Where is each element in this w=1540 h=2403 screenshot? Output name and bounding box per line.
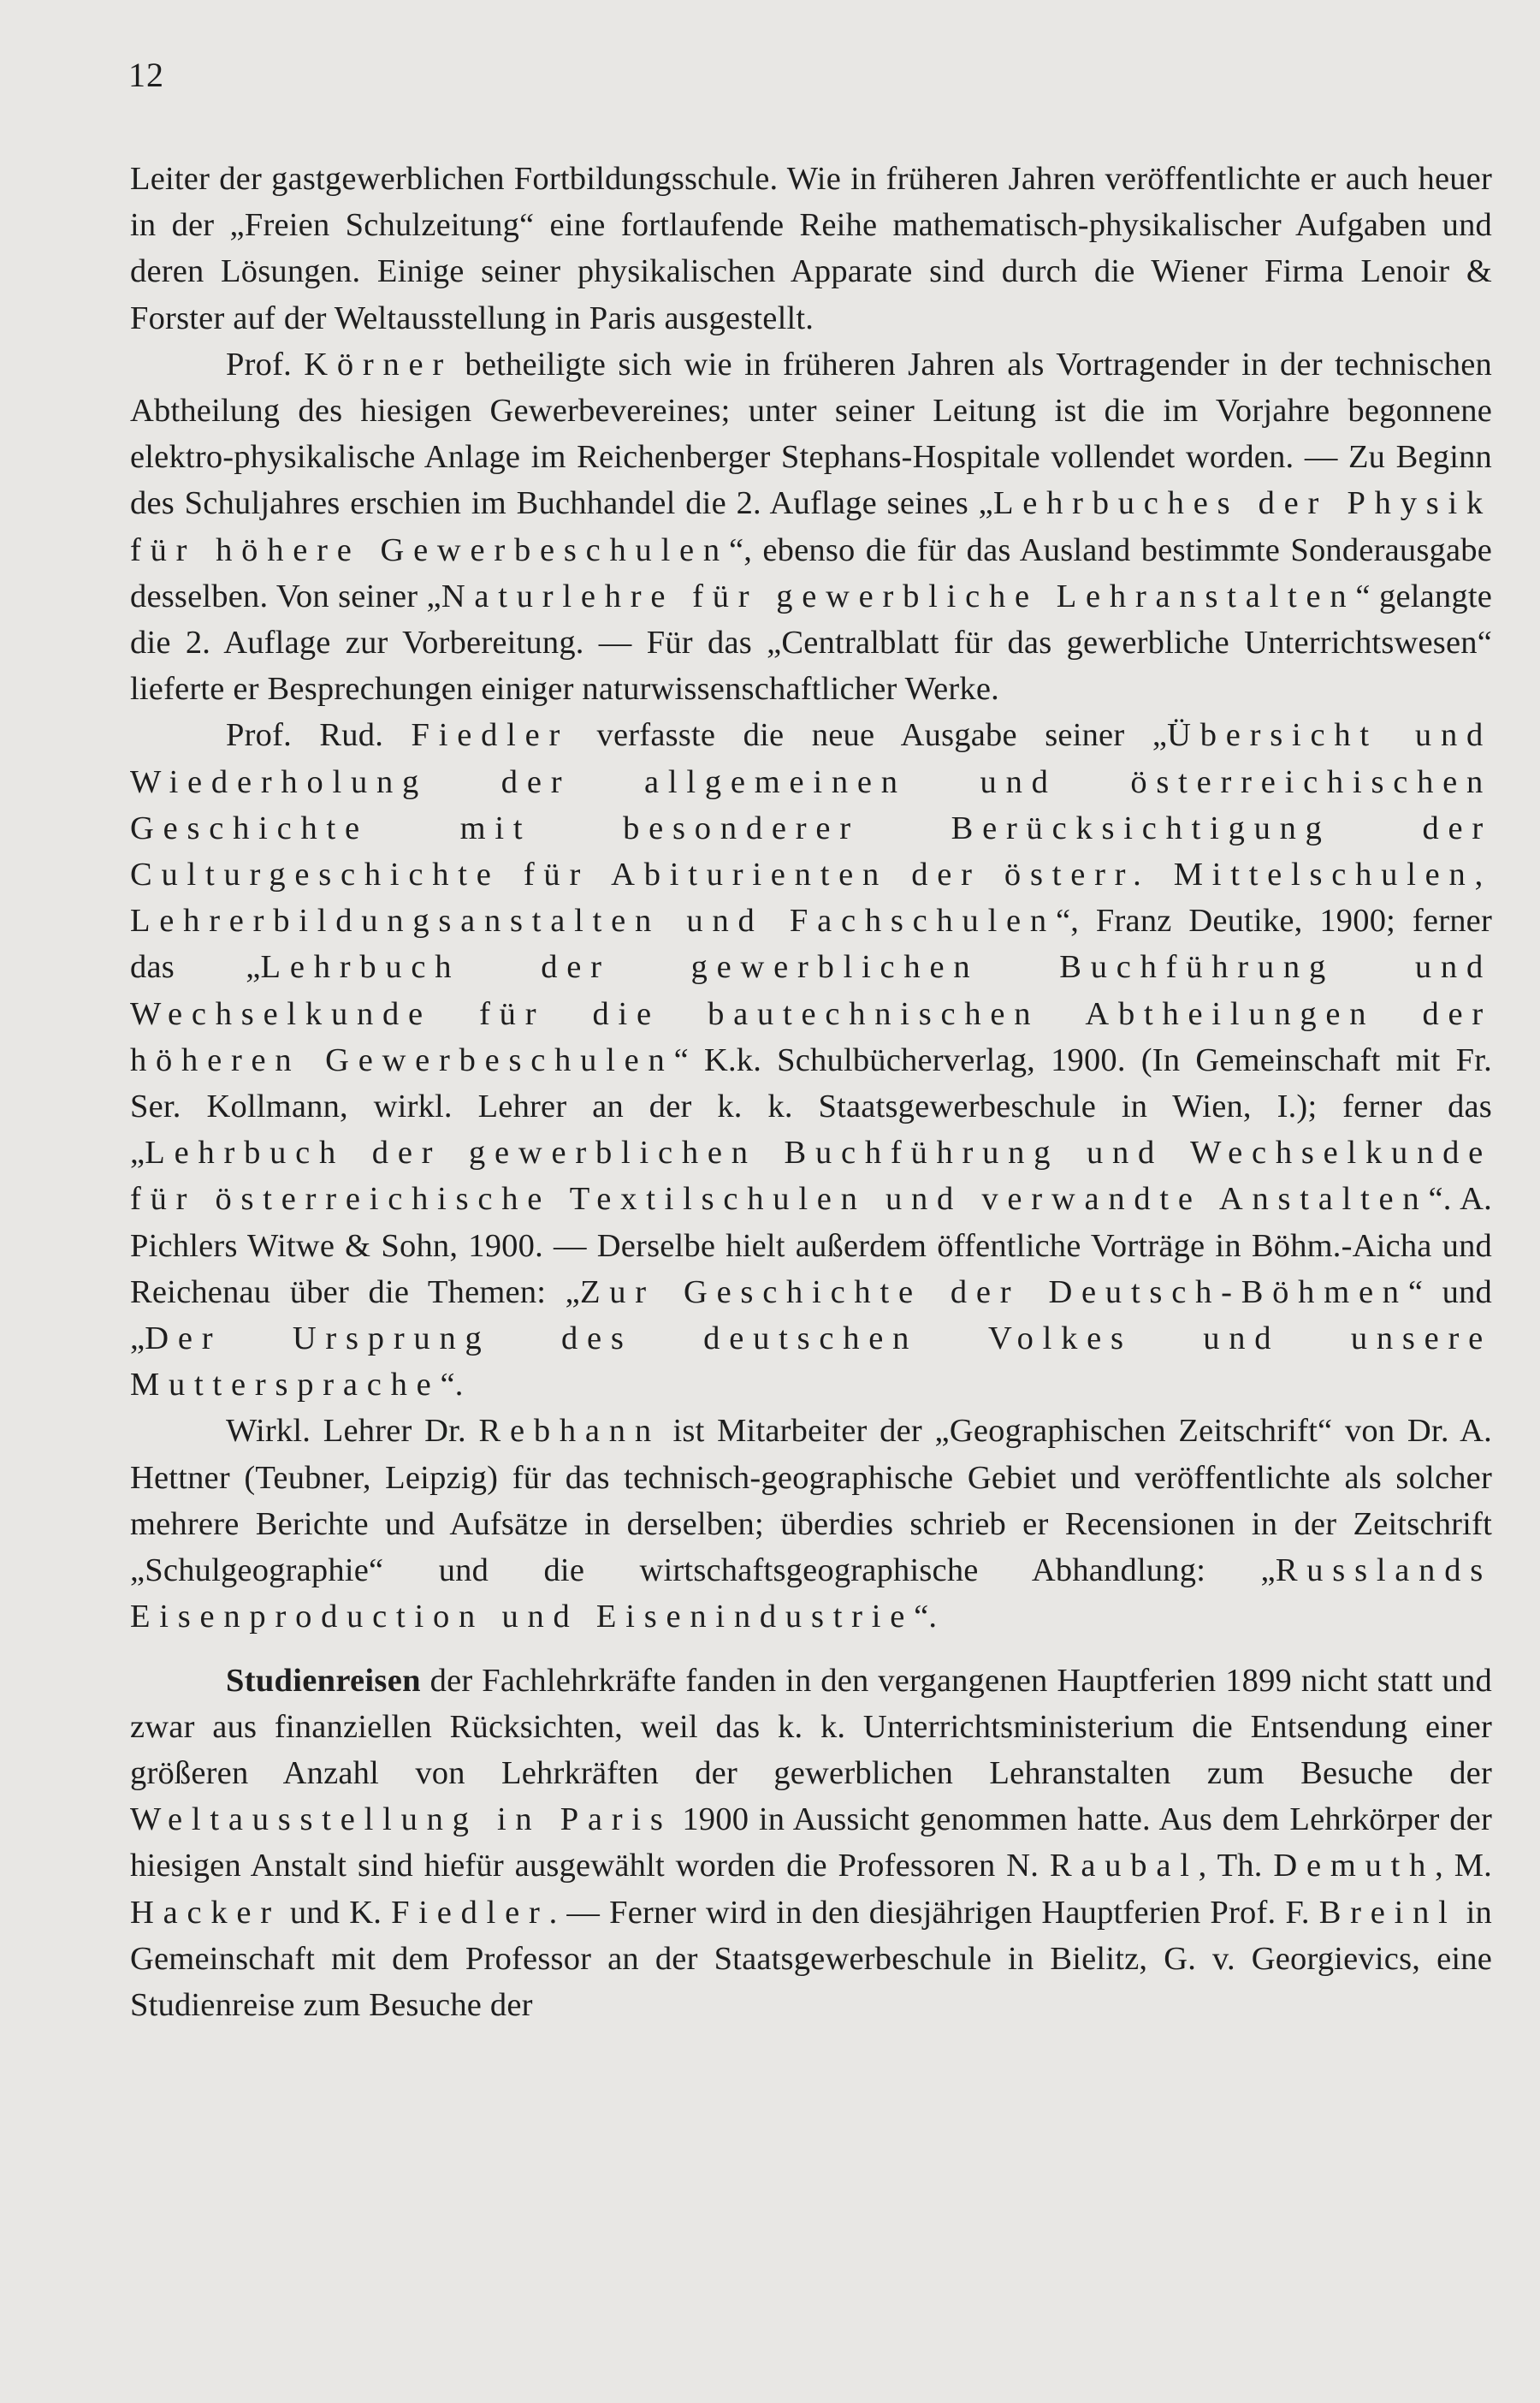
paragraph-text: verfasste die neue Ausgabe seiner „	[569, 717, 1168, 754]
paragraph-text: . — Ferner wird in den diesjährigen Hauptferien Prof. F.	[548, 1894, 1319, 1931]
section-heading-text: Studienreisen	[226, 1662, 421, 1699]
paragraph-text: Prof. Rud.	[226, 717, 412, 754]
paragraph-text: in Gemeinschaft mit dem Professor an der Staatsgewerbeschule in Bielitz, G. v. Georgievics, eine Studienreise zum Besuche der	[130, 1894, 1493, 2023]
paragraph-text: Leiter der gastgewerblichen Fortbildungsschule. Wie in früheren Jahren veröffentlichte er auch heuer in der „Freien Schulzeitung“ eine fortlaufende Reihe mathematisch-physikalischer Aufgaben und deren Lösungen. Einige seiner physikalischen Apparate sind durch die Wiener Firma Lenoir & Forster auf der Weltausstellung in Paris ausgestellt.	[130, 161, 1492, 336]
paragraph-p4	[130, 1408, 1492, 1640]
spaced-emphasis-text: Fiedler	[391, 1894, 549, 1931]
body-text	[130, 156, 1492, 2028]
paragraph-text: “ K.k. Schulbücherverlag, 1900. (In Gemeinschaft mit Fr. Ser. Kollmann, wirkl. Lehrer an der k. k. Staatsgewerbeschule in Wien, I.); ferner das „	[130, 1041, 1492, 1172]
spaced-emphasis-text: Körner	[304, 346, 453, 383]
paragraph-text: , Th.	[1198, 1848, 1274, 1884]
spaced-emphasis-text: Lehrbuches der Physik für höhere Gewerbeschulen	[130, 485, 1492, 568]
paragraph-text: Prof.	[226, 346, 305, 383]
paragraph-p2	[130, 341, 1492, 713]
paragraph-p1	[130, 156, 1492, 341]
paragraph-p3	[130, 712, 1492, 1408]
spaced-emphasis-text: Naturlehre für gewerbliche Lehranstalten	[441, 578, 1356, 614]
spaced-emphasis-text: Rebhann	[478, 1413, 660, 1450]
spaced-emphasis-text: Raubal	[1049, 1848, 1199, 1884]
spaced-emphasis-text: Fiedler	[411, 717, 570, 754]
paragraph-text: “. A. Pichlers Witwe & Sohn, 1900. — Derselbe hielt außerdem öffentliche Vorträge in Böhm.-Aicha und Reichenau über die Themen: „	[130, 1181, 1492, 1310]
paragraph-text: 1900 in Aussicht genommen hatte. Aus dem Lehrkörper der hiesigen Anstalt sind hiefür ausgewählt worden die Professoren N.	[130, 1801, 1492, 1884]
spaced-emphasis-text: Russlands Eisenproduction und Eisenindustrie	[130, 1552, 1492, 1635]
spaced-emphasis-text: Hacker	[130, 1894, 281, 1931]
paragraph-text: “.	[440, 1367, 464, 1403]
spaced-emphasis-text: Der Ursprung des deutschen Volkes und unsere Muttersprache	[130, 1320, 1492, 1403]
paragraph-text: betheiligte sich wie in früheren Jahren als Vortragender in der technischen Abtheilung des hiesigen Gewerbevereines; unter seiner Leitung ist die im Vorjahre begonnene elektro-physikalische Anlage im Reichenberger Stephans-Hospitale vollendet worden. — Zu Beginn des Schuljahres erschien im Buchhandel die 2. Auflage seines „	[130, 346, 1492, 522]
paragraph-text: “, Franz Deutike, 1900; ferner das „	[130, 903, 1492, 986]
spaced-emphasis-text: Weltausstellung in Paris	[130, 1801, 672, 1838]
spaced-emphasis-text: Übersicht und Wiederholung der allgemeinen und österreichischen Geschichte mit besonderer Berücksichtigung der Culturgeschichte für Abiturienten der österr. Mittelschulen, Lehrerbildungsanstalten und Fachschulen	[130, 717, 1492, 940]
paragraph-text: , M.	[1435, 1848, 1492, 1884]
page-number: 12	[128, 56, 164, 94]
paragraph-text: der Fachlehrkräfte fanden in den vergangenen Hauptferien 1899 nicht statt und zwar aus finanziellen Rücksichten, weil das k. k. Unterrichtsministerium die Entsendung einer größeren Anzahl von Lehrkräften der gewerblichen Lehranstalten zum Besuche der	[130, 1662, 1492, 1791]
paragraph-text: “, ebenso die für das Ausland bestimmte Sonderausgabe desselben. Von seiner „	[130, 531, 1493, 614]
spaced-emphasis-text: Lehrbuch der gewerblichen Buchführung und Wechselkunde für die bautechnischen Abtheilungen der höheren Gewerbeschulen	[130, 949, 1492, 1078]
paragraph-text: Wirkl. Lehrer Dr.	[226, 1413, 479, 1450]
paragraph-text: und K.	[280, 1894, 392, 1931]
spaced-emphasis-text: Lehrbuch der gewerblichen Buchführung und Wechselkunde für österreichische Textilschulen und verwandte Anstalten	[130, 1135, 1492, 1218]
spaced-emphasis-text: Zur Geschichte der Deutsch-Böhmen	[579, 1273, 1408, 1310]
spaced-emphasis-text: Breinl	[1318, 1894, 1457, 1931]
paragraph-text: ist Mitarbeiter der „Geographischen Zeitschrift“ von Dr. A. Hettner (Teubner, Leipzig) für das technisch-geographische Gebiet und veröffentlichte als solcher mehrere Berichte und Aufsätze in derselben; überdies schrieb er Recensionen in der Zeitschrift „Schulgeographie“ und die wirtschaftsgeographische Abhandlung: „	[130, 1413, 1492, 1589]
paragraph-text: “.	[914, 1599, 938, 1635]
paragraph-p5	[130, 1658, 1492, 2029]
spaced-emphasis-text: Demuth	[1273, 1848, 1436, 1884]
paragraph-text: “ gelangte die 2. Auflage zur Vorbereitung. — Für das „Centralblatt für das gewerbliche Unterrichtswesen“ lieferte er Besprechungen einiger naturwissenschaftlicher Werke.	[130, 578, 1493, 708]
paragraph-text: “ und „	[130, 1273, 1492, 1357]
